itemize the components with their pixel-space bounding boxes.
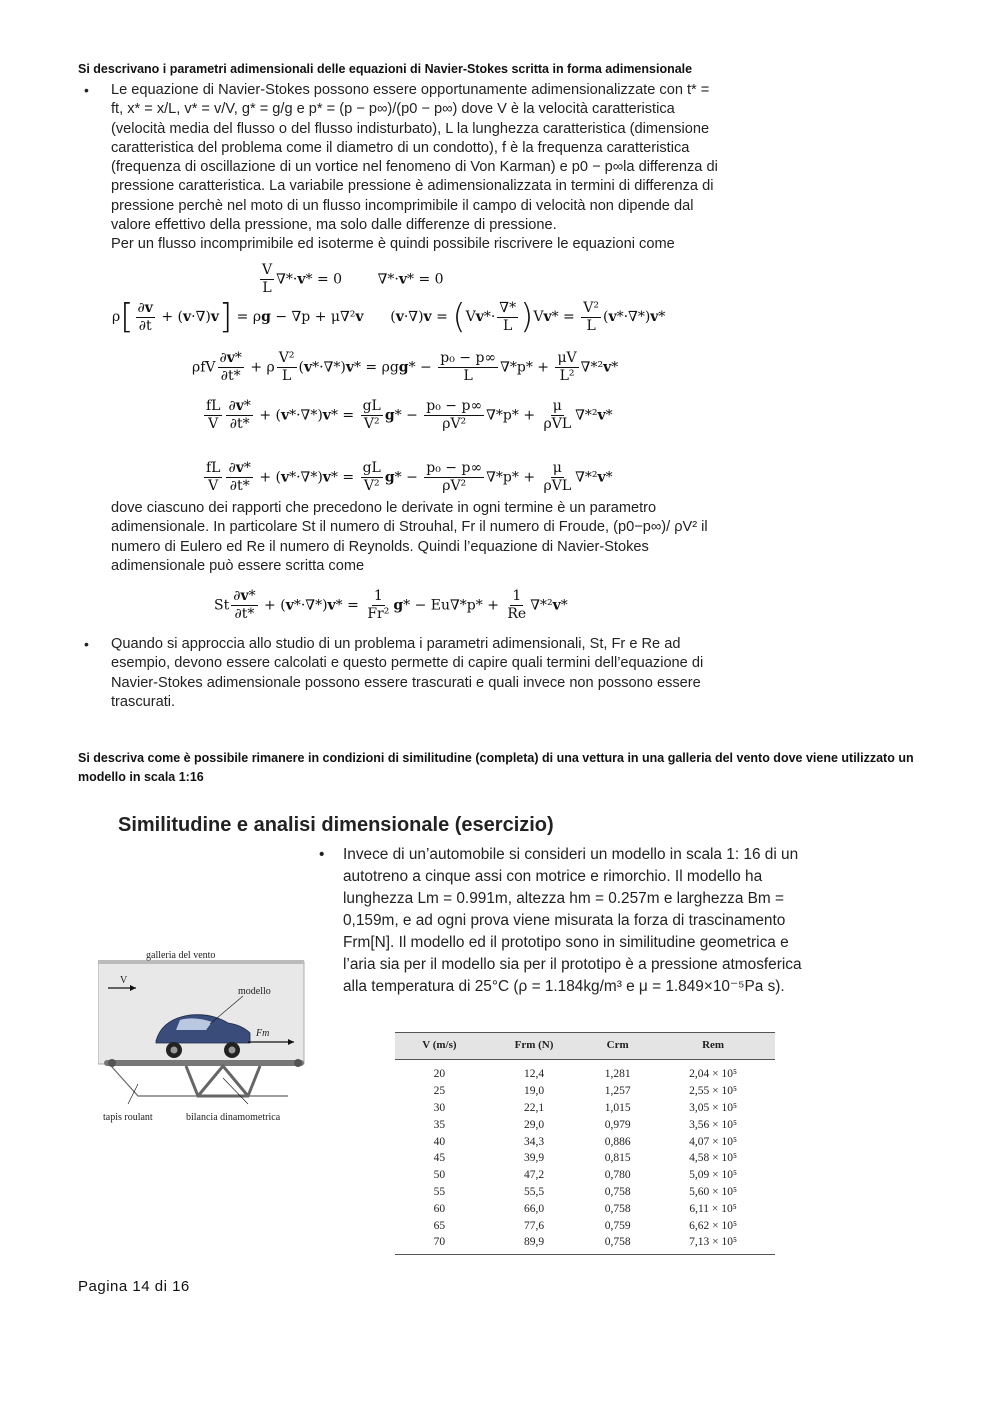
table-cell: 39,9 — [523, 1152, 545, 1165]
after-equation-text: dove ciascuno dei rapporti che precedono le derivate in ogni termine è un parametro adimensionale. In particolare St il numero di Strouhal, Fr il numero di Froude, (p0−p∞)/ ρV² il numero di Eulero ed Re il numero di Reynolds. Quindi l’equazione di Navier-Stokes adimensionale può essere scritta come — [111, 500, 708, 574]
table-cell: 0,815 — [604, 1152, 631, 1165]
bullet-2 — [84, 635, 714, 712]
table-cell: 0,758 — [604, 1185, 631, 1198]
equation-step-2: $\frac{fL}{V}$ $\frac{\partial v*}{\partial t*}$ + (v*·∇*)v* = $\frac{gL}{\text{V²}}$ g* − $\frac{\text{p₀ − p∞}}{\text{ρV²}}$ ∇*p* + μ ρVL ∇*²v* — [206, 398, 613, 432]
table-cell: 65 — [433, 1219, 446, 1232]
table-row — [395, 1217, 775, 1234]
table-cell: 22,1 — [523, 1101, 545, 1114]
table-cell: 3,05 × 10⁵ — [689, 1101, 737, 1114]
slide-text — [319, 844, 823, 998]
table-cell: 0,759 — [604, 1219, 631, 1232]
table-cell: 4,07 × 10⁵ — [689, 1135, 737, 1148]
table-header: Crm — [584, 1033, 651, 1060]
equation-continuity: $\frac{V}{L}$ ∇*·v* = 0 ∇*·v* = 0 — [262, 262, 444, 296]
bullet-1 — [84, 81, 724, 255]
table-row — [395, 1184, 775, 1201]
data-table — [395, 1032, 775, 1255]
table-cell: 0,758 — [604, 1202, 631, 1215]
table-row — [395, 1150, 775, 1167]
table-row — [395, 1167, 775, 1184]
label-force: Fm — [256, 1028, 270, 1039]
table-cell: 5,09 × 10⁵ — [689, 1169, 737, 1182]
equation-step-1: ρfV $\frac{\partial v*}{\partial t*}$ + ρ $\frac{\text{V²}}{L}$ (v*·∇*)v* = ρgg* − $\frac{\text{p₀ − p∞}}{L}$ ∇*p* + $\frac{\mu V}{\text{L²}}$ ∇*²v* — [192, 350, 619, 384]
bullet-dot-icon: • — [84, 82, 89, 98]
equation-step-3: $\frac{fL}{V}$ $\frac{\partial v*}{\partial t*}$ + (v*·∇*)v* = $\frac{gL}{\text{V²}}$ g* − $\frac{\text{p₀ − p∞}}{\text{ρV²}}$ ∇*p* + μ ρVL ∇*²v* — [206, 460, 613, 494]
table-cell: 40 — [433, 1135, 446, 1148]
bullet-1-last-line: Per un flusso incomprimibile ed isoterme è quindi possibile riscrivere le equazioni come — [111, 236, 675, 253]
table-cell: 5,60 × 10⁵ — [689, 1185, 737, 1198]
table-cell: 55 — [433, 1185, 446, 1198]
table-cell: 20 — [433, 1068, 446, 1081]
bullet-1-text: Le equazione di Navier-Stokes possono essere opportunamente adimensionalizzate con t* = ft, x* = x/L, v* = v/V, g* = g/g e p* = (p − p∞)/(p0 − p∞) dove V è la velocità caratteristica (velocità media del flusso o del flusso indisturbato), L la lunghezza caratteristica (dimensione caratteristica del problema come il diametro di un condotto), f è la frequenza caratteristica (frequenza di oscillazione di un vortice nel fenomeno di Von Karman) e p0 − p∞la differenza di pressione caratteristica. La variabile pressione è adimensionalizzata in termini di differenza di pressione perchè nel moto di un flusso incomprimibile il campo di velocità non dipende dal valore effettivo della pressione, ma solo dalle differenze di pressione. — [111, 82, 718, 234]
table-row — [395, 1133, 775, 1150]
table-cell: 0,886 — [604, 1135, 631, 1148]
bullet-dot-icon: • — [319, 846, 325, 863]
table-cell: 25 — [433, 1085, 446, 1098]
table-cell: 55,5 — [523, 1185, 545, 1198]
table-row — [395, 1200, 775, 1217]
question-2: Si descriva come è possibile rimanere in condizioni di similitudine (completa) di una vettura in una galleria del vento dove viene utilizzato un modello in scala 1:16 — [78, 751, 914, 784]
table-header: Frm (N) — [484, 1033, 584, 1060]
table-cell: 12,4 — [523, 1068, 545, 1081]
table-header: Rem — [651, 1033, 775, 1060]
table-header: V (m/s) — [395, 1033, 484, 1060]
label-tunnel: galleria del vento — [146, 950, 216, 961]
table-row — [395, 1100, 775, 1117]
table-cell: 1,281 — [604, 1068, 631, 1081]
table-cell: 7,13 × 10⁵ — [651, 1234, 775, 1254]
table-cell: 60 — [433, 1202, 446, 1215]
table-cell: 30 — [433, 1101, 446, 1114]
label-model: modello — [238, 986, 271, 997]
table-cell: 6,11 × 10⁵ — [689, 1202, 737, 1215]
table-cell: 89,9 — [484, 1234, 584, 1254]
bullet-dot-icon: • — [84, 636, 89, 652]
label-balance: bilancia dinamometrica — [186, 1112, 281, 1123]
table-row — [395, 1060, 775, 1083]
table-cell: 2,04 × 10⁵ — [689, 1068, 737, 1081]
table-cell: 2,55 × 10⁵ — [689, 1085, 737, 1098]
table-cell: 34,3 — [523, 1135, 545, 1148]
table-cell: 0,979 — [604, 1118, 631, 1131]
table-cell: 70 — [395, 1234, 484, 1254]
equation-dimensionless: St $\frac{\partial v*}{\partial t*}$ + (v*·∇*)v* = $\frac{1}{\text{Fr²}}$ g* − Eu∇*p* + $\frac{1}{Re}$ ∇*²v* — [214, 588, 568, 622]
table-cell: 47,2 — [523, 1169, 545, 1182]
table-cell: 77,6 — [523, 1219, 545, 1232]
table-row — [395, 1234, 775, 1254]
table-cell: 66,0 — [523, 1202, 545, 1215]
table-header-row — [395, 1033, 775, 1060]
table-cell: 50 — [433, 1169, 446, 1182]
table-row — [395, 1116, 775, 1133]
bullet-2-text: Quando si approccia allo studio di un problema i parametri adimensionali, St, Fr e Re ad esempio, devono essere calcolati e questo permette di capire quali termini dell’equazione di Navier-Stokes adimensionale possono essere trascurati e quali invece non possono essere trascurati. — [111, 636, 704, 710]
question-1: Si descrivano i parametri adimensionali delle equazioni di Navier-Stokes scritta in forma adimensionale — [78, 62, 693, 76]
label-velocity: V — [120, 975, 128, 986]
table-cell: 35 — [433, 1118, 446, 1131]
equation-momentum: ρ[ $\frac{\partial v}{\partial t}$ + (v·∇)v] = ρg − ∇p + μ∇²v (v·∇)v = (Vv*· ∇* L )Vv* = $\frac{\text{V²}}{L}$ (v*·∇*)v* — [112, 297, 666, 337]
page-footer: Pagina 14 di 16 — [78, 1278, 190, 1295]
table-cell: 1,015 — [604, 1101, 631, 1114]
slide-paragraph: Invece di un’automobile si consideri un modello in scala 1: 16 di un autotreno a cinque assi con motrice e rimorchio. Il modello ha lunghezza Lm = 0.991m, altezza hm = 0.257m e larghezza Bm = 0,159m, e ad ogni prova viene misurata la forza di trascinamento Frm[N]. Il modello ed il prototipo sono in similitudine geometrica e l’aria sia per il modello sia per il prototipo è a pressione atmosferica alla temperatura di 25°C (ρ = 1.184kg/m³ e μ = 1.849×10⁻⁵Pa s). — [343, 846, 802, 995]
table-cell: 0,780 — [604, 1169, 631, 1182]
table-cell: 19,0 — [523, 1085, 545, 1098]
table-cell: 0,758 — [584, 1234, 651, 1254]
slide-image — [98, 806, 802, 1266]
slide-title: Similitudine e analisi dimensionale (esercizio) — [118, 814, 554, 836]
label-treadmill: tapis roulant — [103, 1112, 153, 1123]
table-cell: 45 — [433, 1152, 446, 1165]
table-row — [395, 1083, 775, 1100]
table-cell: 1,257 — [604, 1085, 631, 1098]
answer-1 — [84, 81, 724, 255]
wind-tunnel-figure — [98, 946, 308, 1126]
table-cell: 3,56 × 10⁵ — [689, 1118, 737, 1131]
table-cell: 6,62 × 10⁵ — [689, 1219, 737, 1232]
table-cell: 29,0 — [523, 1118, 545, 1131]
table-cell: 4,58 × 10⁵ — [689, 1152, 737, 1165]
